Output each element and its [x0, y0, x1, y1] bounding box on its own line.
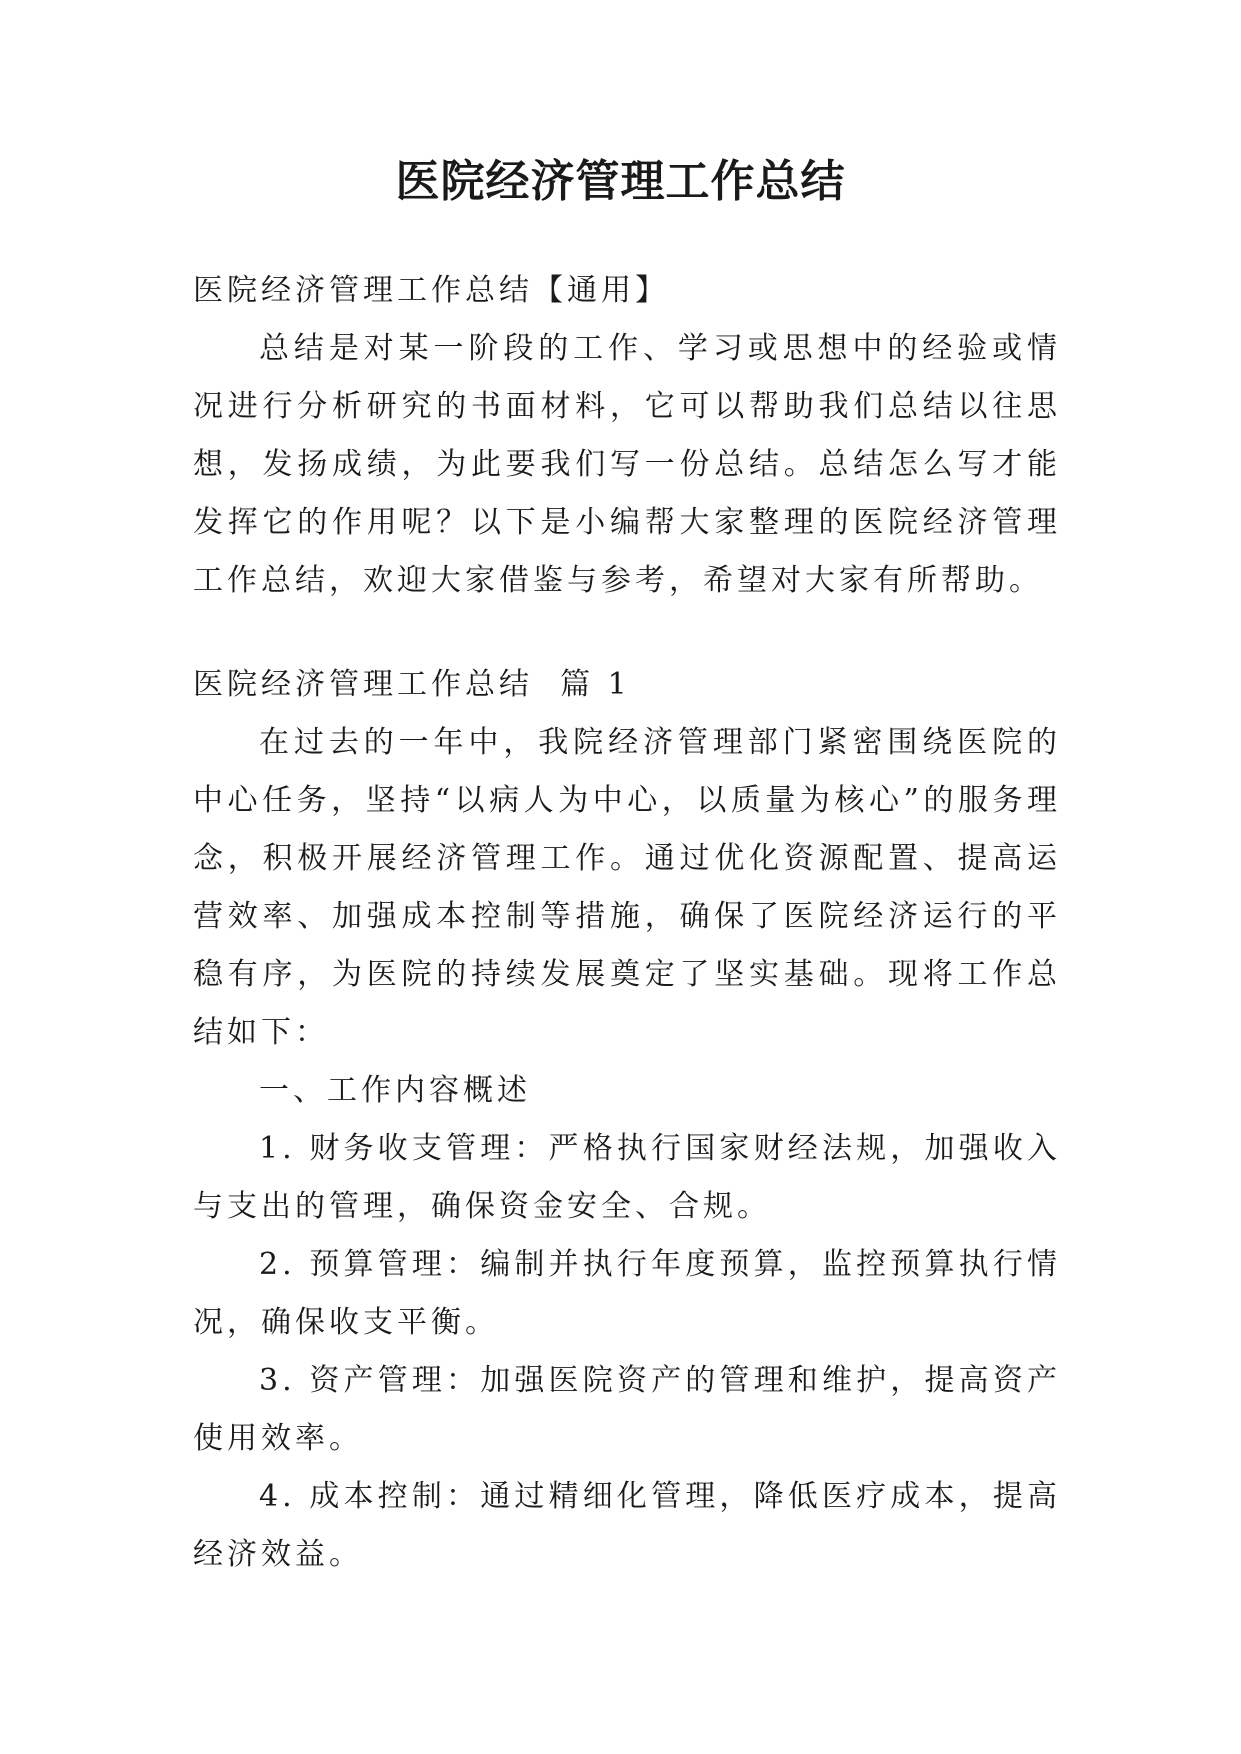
intro-paragraph: 总结是对某一阶段的工作、学习或思想中的经验或情况进行分析研究的书面材料，它可以帮助我们总结以往思想，发扬成绩，为此要我们写一份总结。总结怎么写才能发挥它的作用呢？以下是小编帮大家整理的医院经济管理工作总结，欢迎大家借鉴与参考，希望对大家有所帮助。: [193, 331, 1061, 598]
section-subheading: 一、工作内容概述: [259, 1073, 531, 1108]
list-item: 2. 预算管理：编制并执行年度预算，监控预算执行情况，确保收支平衡。: [193, 1247, 1061, 1340]
list-item: 3. 资产管理：加强医院资产的管理和维护，提高资产使用效率。: [193, 1363, 1061, 1456]
document-subtitle: 医院经济管理工作总结【通用】: [193, 273, 669, 308]
section-heading: 医院经济管理工作总结 篇 1: [193, 667, 631, 702]
list-item: 1. 财务收支管理：严格执行国家财经法规，加强收入与支出的管理，确保资金安全、合规。: [193, 1131, 1061, 1224]
section-paragraph: 在过去的一年中，我院经济管理部门紧密围绕医院的中心任务，坚持“以病人为中心，以质量为核心”的服务理念，积极开展经济管理工作。通过优化资源配置、提高运营效率、加强成本控制等措施，确保了医院经济运行的平稳有序，为医院的持续发展奠定了坚实基础。现将工作总结如下：: [193, 725, 1061, 1050]
document-body: [193, 262, 1061, 1584]
list-item: 4. 成本控制：通过精细化管理，降低医疗成本，提高经济效益。: [193, 1479, 1061, 1572]
document-title: 医院经济管理工作总结: [395, 156, 846, 207]
